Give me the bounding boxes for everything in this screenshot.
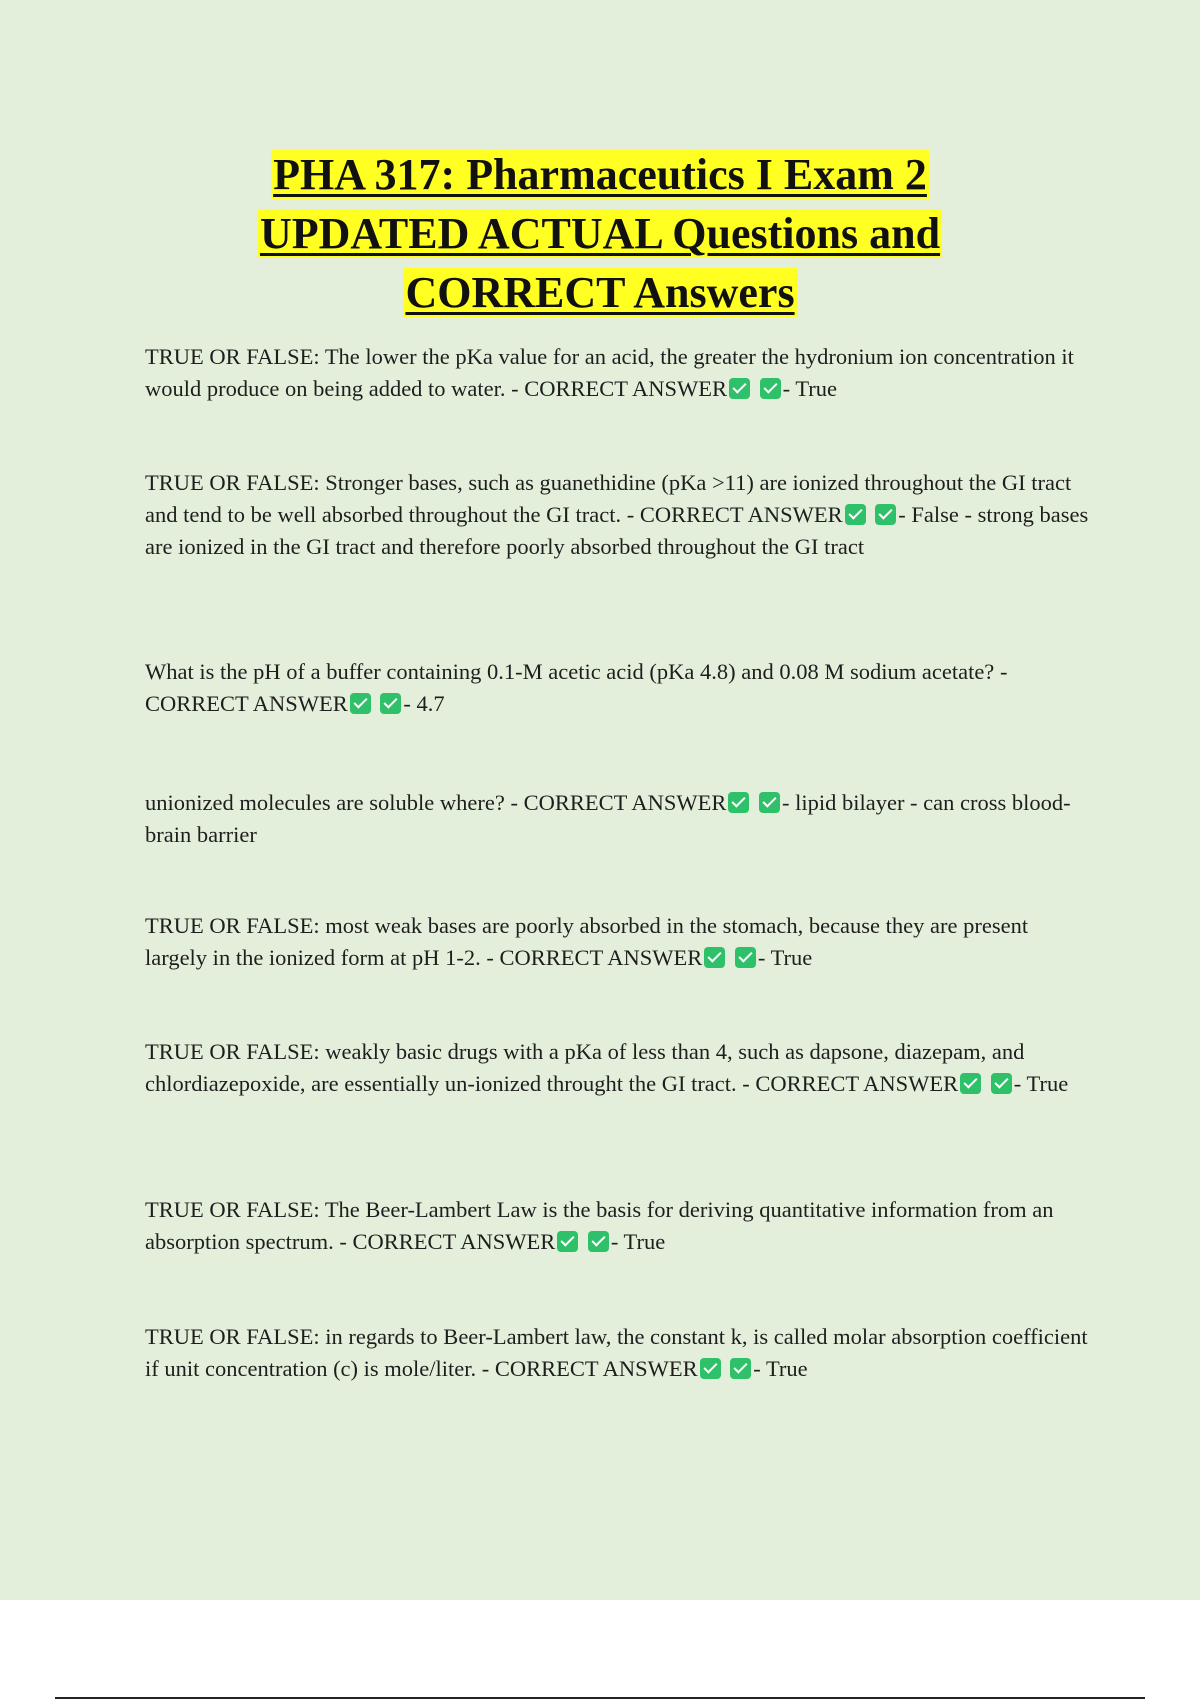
document-title xyxy=(0,145,1200,322)
answer-label: - CORRECT ANSWER xyxy=(621,502,843,527)
question-text: TRUE OR FALSE: most weak bases are poorly absorbed in the stomach, because they are present largely in the ionized form at pH 1-2. xyxy=(145,913,1029,970)
checkmark-icon xyxy=(730,1358,751,1379)
checkmark-icon xyxy=(760,378,781,399)
answer-text: - 4.7 xyxy=(403,691,445,716)
answer-text: - True xyxy=(782,376,838,401)
answer-text: - lipid bilayer - can cross blood-brain barrier xyxy=(145,790,1071,847)
checkmark-icon xyxy=(350,693,371,714)
answer-text: - True xyxy=(610,1229,666,1254)
answer-label: - CORRECT ANSWER xyxy=(505,376,728,401)
qa-item-4 xyxy=(145,787,1090,851)
checkmark-icon xyxy=(729,378,750,399)
checkmark-icon xyxy=(704,947,725,968)
checkmark-icon xyxy=(991,1073,1012,1094)
checkmark-icon xyxy=(845,504,866,525)
question-text: TRUE OR FALSE: weakly basic drugs with a pKa of less than 4, such as dapsone, diazepam, and chlordiazepoxide, are essentially un-ionized throught the GI tract. xyxy=(145,1039,1025,1096)
footer-divider xyxy=(55,1697,1145,1699)
answer-text: - True xyxy=(1013,1071,1069,1096)
answer-label: - CORRECT ANSWER xyxy=(736,1071,959,1096)
answer-text: - True xyxy=(757,945,813,970)
qa-item-7 xyxy=(145,1194,1090,1258)
qa-item-6 xyxy=(145,1036,1090,1100)
checkmark-icon xyxy=(759,792,780,813)
answer-label: - CORRECT ANSWER xyxy=(145,659,1008,716)
qa-item-3 xyxy=(145,656,1090,720)
qa-item-1 xyxy=(145,341,1090,405)
checkmark-icon xyxy=(728,792,749,813)
question-text: unionized molecules are soluble where? xyxy=(145,790,505,815)
title-line-3: CORRECT Answers xyxy=(405,268,795,317)
question-text: TRUE OR FALSE: The Beer-Lambert Law is the basis for deriving quantitative information from an absorption spectrum. xyxy=(145,1197,1054,1254)
checkmark-icon xyxy=(960,1073,981,1094)
checkmark-icon xyxy=(557,1231,578,1252)
question-text: TRUE OR FALSE: The lower the pKa value for an acid, the greater the hydronium ion concentration it would produce on being added to water. xyxy=(145,344,1074,401)
title-line-1: PHA 317: Pharmaceutics I Exam 2 xyxy=(273,150,927,199)
answer-label: - CORRECT ANSWER xyxy=(476,1356,698,1381)
question-text: TRUE OR FALSE: Stronger bases, such as guanethidine (pKa >11) are ionized throughout the GI tract and tend to be well absorbed throughout the GI tract. xyxy=(145,470,1072,527)
checkmark-icon xyxy=(380,693,401,714)
qa-item-5 xyxy=(145,910,1090,974)
answer-text: - False - strong bases are ionized in the GI tract and therefore poorly absorbed throughout the GI tract xyxy=(145,502,1089,559)
answer-label: - CORRECT ANSWER xyxy=(333,1229,556,1254)
answer-text: - True xyxy=(753,1356,808,1381)
qa-item-8 xyxy=(145,1321,1090,1385)
question-text: TRUE OR FALSE: in regards to Beer-Lambert law, the constant k, is called molar absorption coefficient if unit concentration (c) is mole/liter. xyxy=(145,1324,1088,1381)
qa-item-2 xyxy=(145,467,1090,563)
checkmark-icon xyxy=(700,1358,721,1379)
answer-label: - CORRECT ANSWER xyxy=(504,790,727,815)
checkmark-icon xyxy=(735,947,756,968)
checkmark-icon xyxy=(875,504,896,525)
checkmark-icon xyxy=(588,1231,609,1252)
question-text: What is the pH of a buffer containing 0.1-M acetic acid (pKa 4.8) and 0.08 M sodium acetate? xyxy=(145,659,995,684)
answer-label: - CORRECT ANSWER xyxy=(480,945,703,970)
title-line-2: UPDATED ACTUAL Questions and xyxy=(259,209,941,258)
